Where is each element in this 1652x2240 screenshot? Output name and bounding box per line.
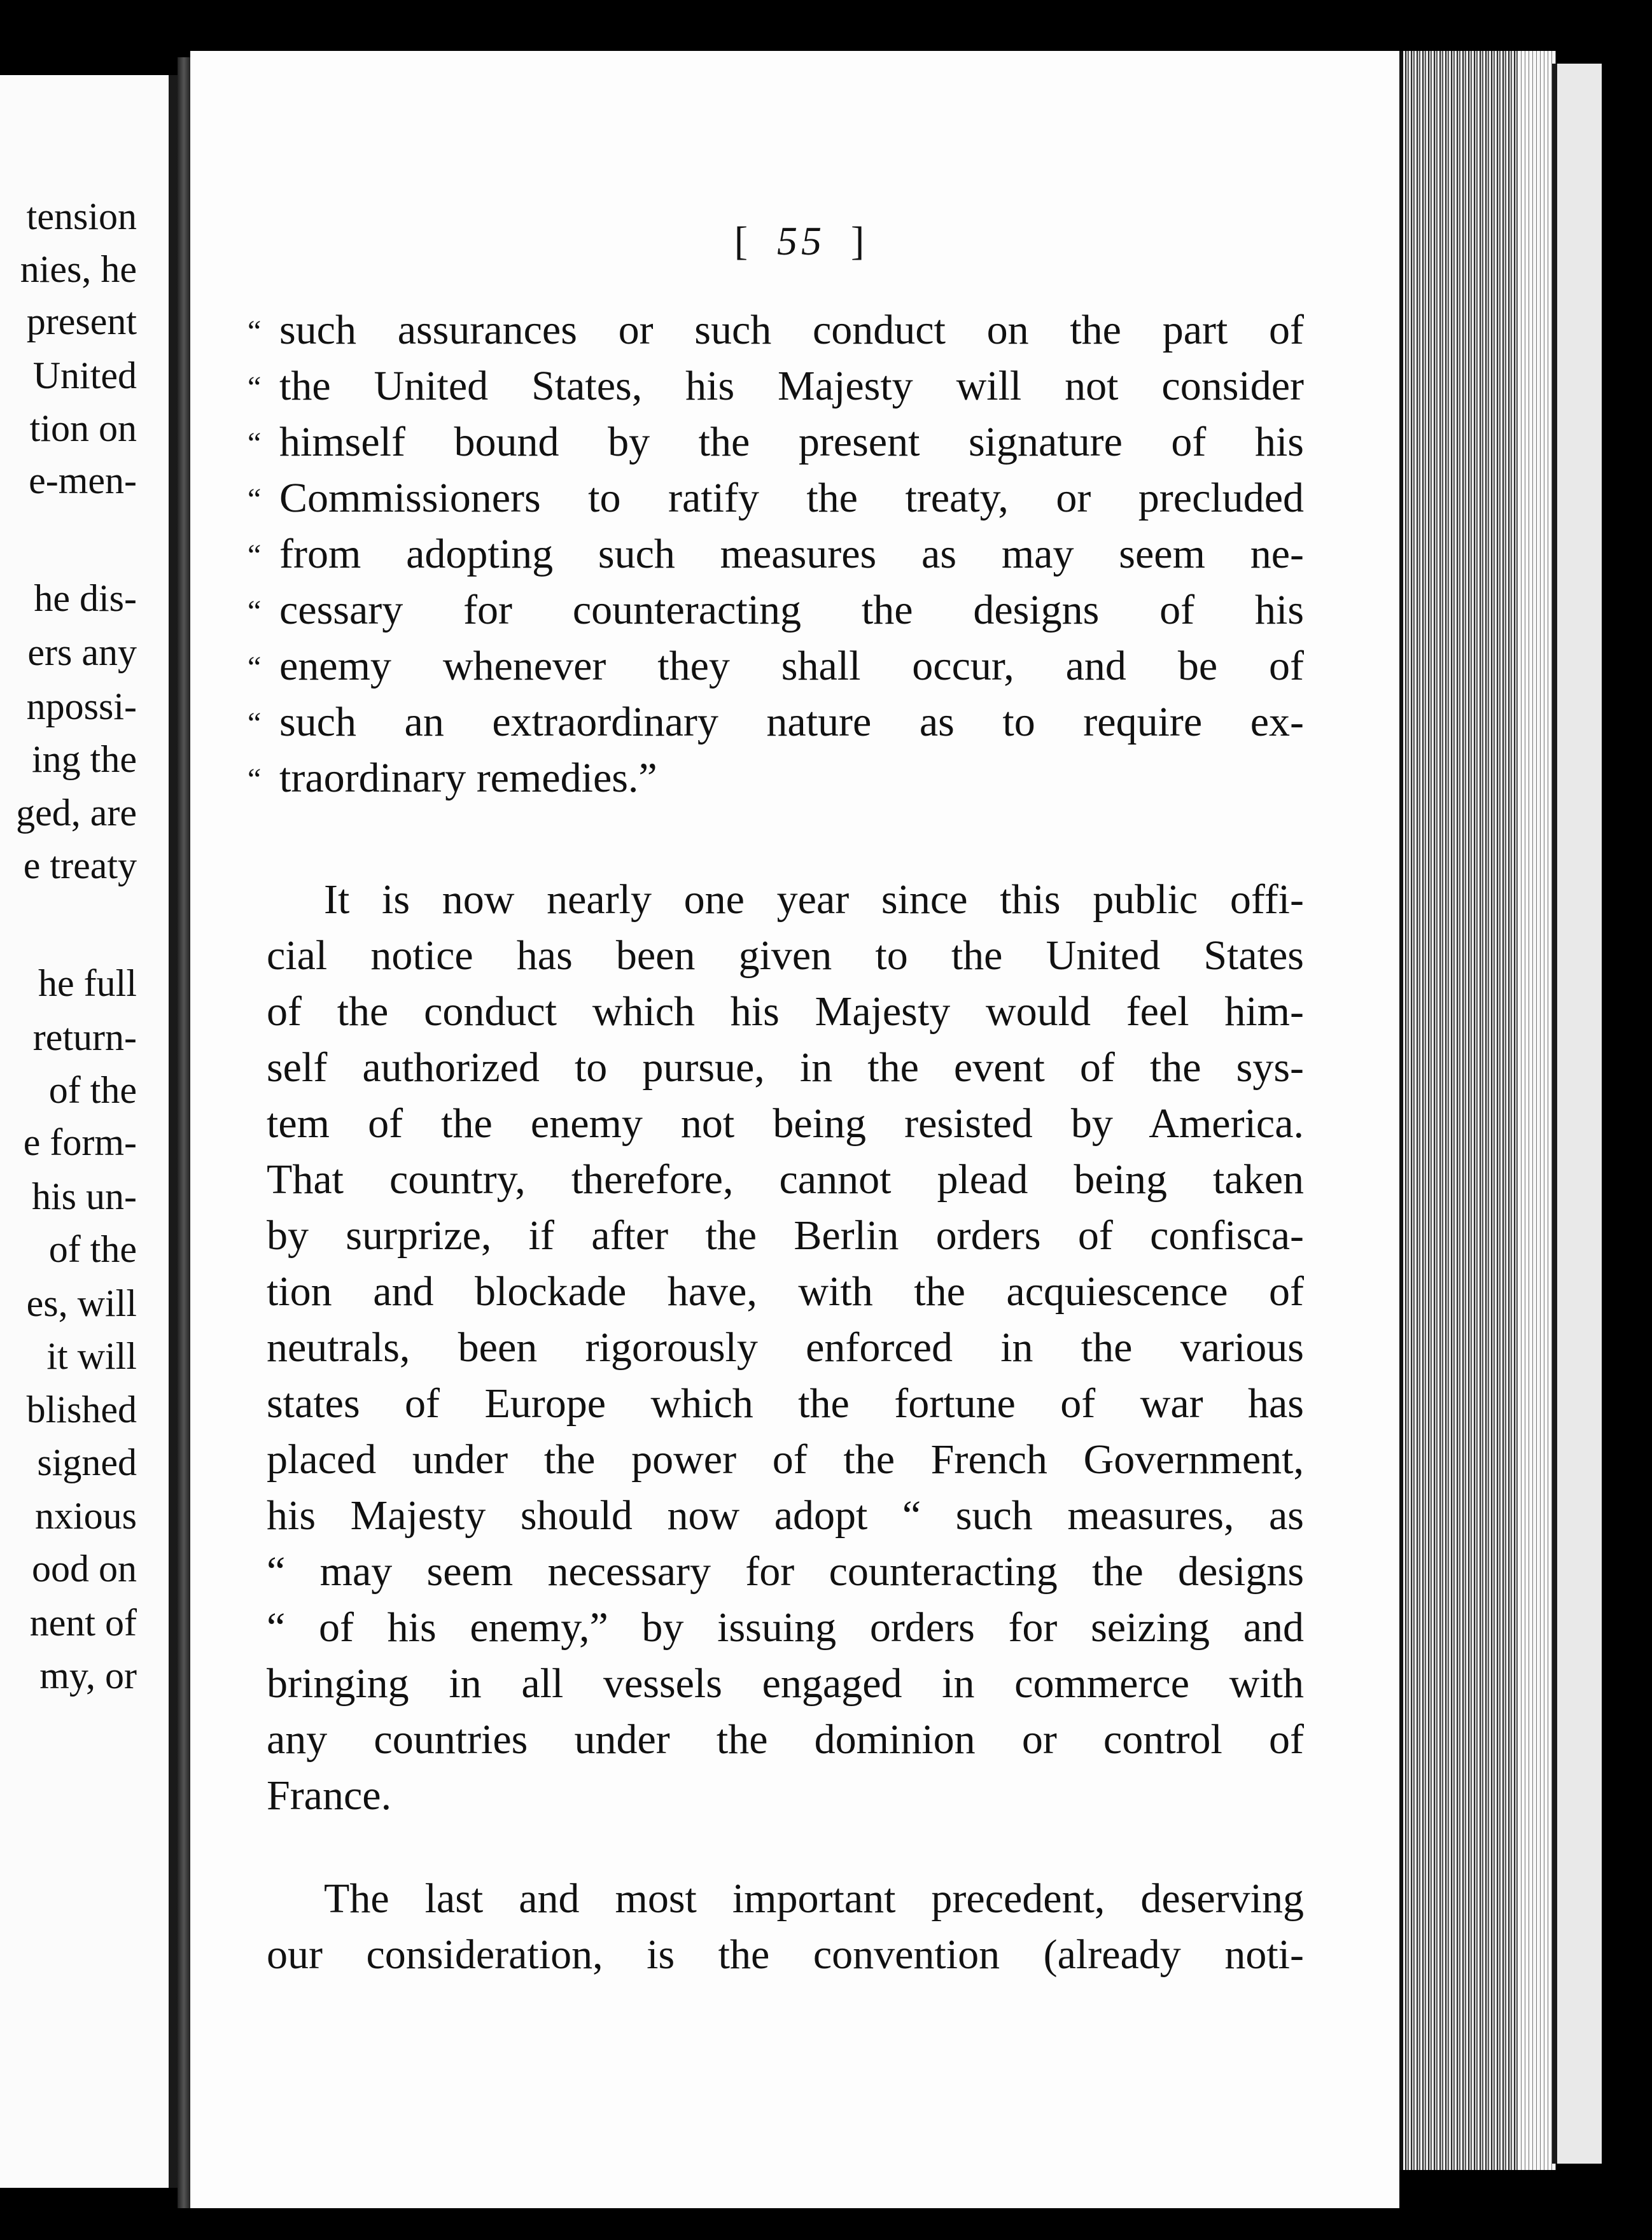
text-line [248,358,1304,416]
quoted-text: cessary for counteracting the designs of his [279,587,1304,633]
quoted-text: the United States, his Majesty will not consider [279,363,1304,409]
left-page-line: e treaty [23,844,137,886]
text-line: cial notice has been given to the United States [267,932,1304,979]
left-page-line: ers any [27,631,137,673]
left-page-line: present [26,300,137,342]
left-page-line: nent of [29,1602,137,1644]
text-line [248,526,1304,584]
text-line: bringing in all vessels engaged in commerce with [267,1660,1304,1707]
text-line [248,302,1304,360]
left-page-line: e-men- [29,459,137,501]
left-page-line: of the [48,1228,137,1270]
quote-mark: “ [248,538,262,572]
quoted-text: himself bound by the present signature of his [279,419,1304,465]
quoted-text: traordinary remedies.” [279,755,657,801]
quote-mark: “ [248,426,262,460]
left-page-line: ing the [32,738,137,780]
quoted-text: such an extraordinary nature as to require ex- [279,699,1304,745]
text-line: any countries under the dominion or control of [267,1716,1304,1763]
page-number-value: 55 [777,218,825,263]
text-line: It is now nearly one year since this public offi- [324,876,1304,923]
text-line: our consideration, is the convention (already noti- [267,1931,1304,1978]
quote-mark: “ [248,594,262,628]
page-edges [1399,51,1556,2170]
page-number-left-bracket: [ [734,218,752,263]
text-line: self authorized to pursue, in the event of the sys- [267,1044,1304,1091]
left-page-line: he full [38,962,137,1004]
text-line [248,414,1304,472]
left-page-line: his un- [32,1175,137,1217]
left-page-line: ood on [32,1548,137,1590]
text-line: That country, therefore, cannot plead being taken [267,1156,1304,1203]
quoted-text: enemy whenever they shall occur, and be of [279,643,1304,689]
left-page-line: of the [48,1069,137,1111]
text-line: states of Europe which the fortune of war has [267,1380,1304,1427]
left-page-line: npossi- [26,685,137,727]
text-line: “ may seem necessary for counteracting the designs [267,1548,1304,1595]
text-line [248,638,1304,696]
left-page-line: tension [26,195,137,237]
text-line: of the conduct which his Majesty would feel him- [267,988,1304,1035]
main-page [190,51,1399,2208]
text-line [248,694,1304,752]
text-line: The last and most important precedent, deserving [324,1875,1304,1922]
quoted-text: such assurances or such conduct on the part of [279,307,1304,353]
left-page-line: return- [32,1016,137,1058]
text-line: tion and blockade have, with the acquiescence of [267,1268,1304,1315]
left-page-line: signed [37,1441,137,1483]
text-line: by surprize, if after the Berlin orders of confisca- [267,1212,1304,1259]
quote-mark: “ [248,314,262,348]
text-line [248,582,1304,640]
text-line: neutrals, been rigorously enforced in the various [267,1324,1304,1371]
quote-mark: “ [248,482,262,516]
text-line: France. [267,1772,392,1819]
left-page-line: United [32,354,137,396]
book-gutter [178,57,190,2208]
left-page-line: nies, he [20,248,137,290]
left-page-line: e form- [23,1121,137,1163]
text-line [248,750,1304,808]
page-number-right-bracket: ] [851,218,869,263]
text-line: his Majesty should now adopt “ such measures, as [267,1492,1304,1539]
quoted-text: Commissioners to ratify the treaty, or precluded [279,475,1304,521]
quote-mark: “ [248,706,262,740]
left-page-line: it will [46,1335,137,1377]
left-page [0,75,178,2188]
text-line [248,470,1304,528]
left-page-line: ged, are [16,792,137,834]
text-line: tem of the enemy not being resisted by America. [267,1100,1304,1147]
left-page-line: nxious [34,1495,137,1537]
left-page-line: es, will [26,1282,137,1324]
text-line: “ of his enemy,” by issuing orders for seizing and [267,1604,1304,1651]
quoted-text: from adopting such measures as may seem ne- [279,531,1304,577]
quote-mark: “ [248,370,262,404]
quote-mark: “ [248,650,262,684]
page-number [610,218,992,265]
book-cover-edge [1552,64,1602,2164]
left-page-line: my, or [39,1655,137,1697]
quote-mark: “ [248,762,262,796]
left-page-line: blished [26,1389,137,1431]
left-page-line: tion on [29,407,137,449]
left-page-line: he dis- [34,577,137,619]
text-line: placed under the power of the French Government, [267,1436,1304,1483]
